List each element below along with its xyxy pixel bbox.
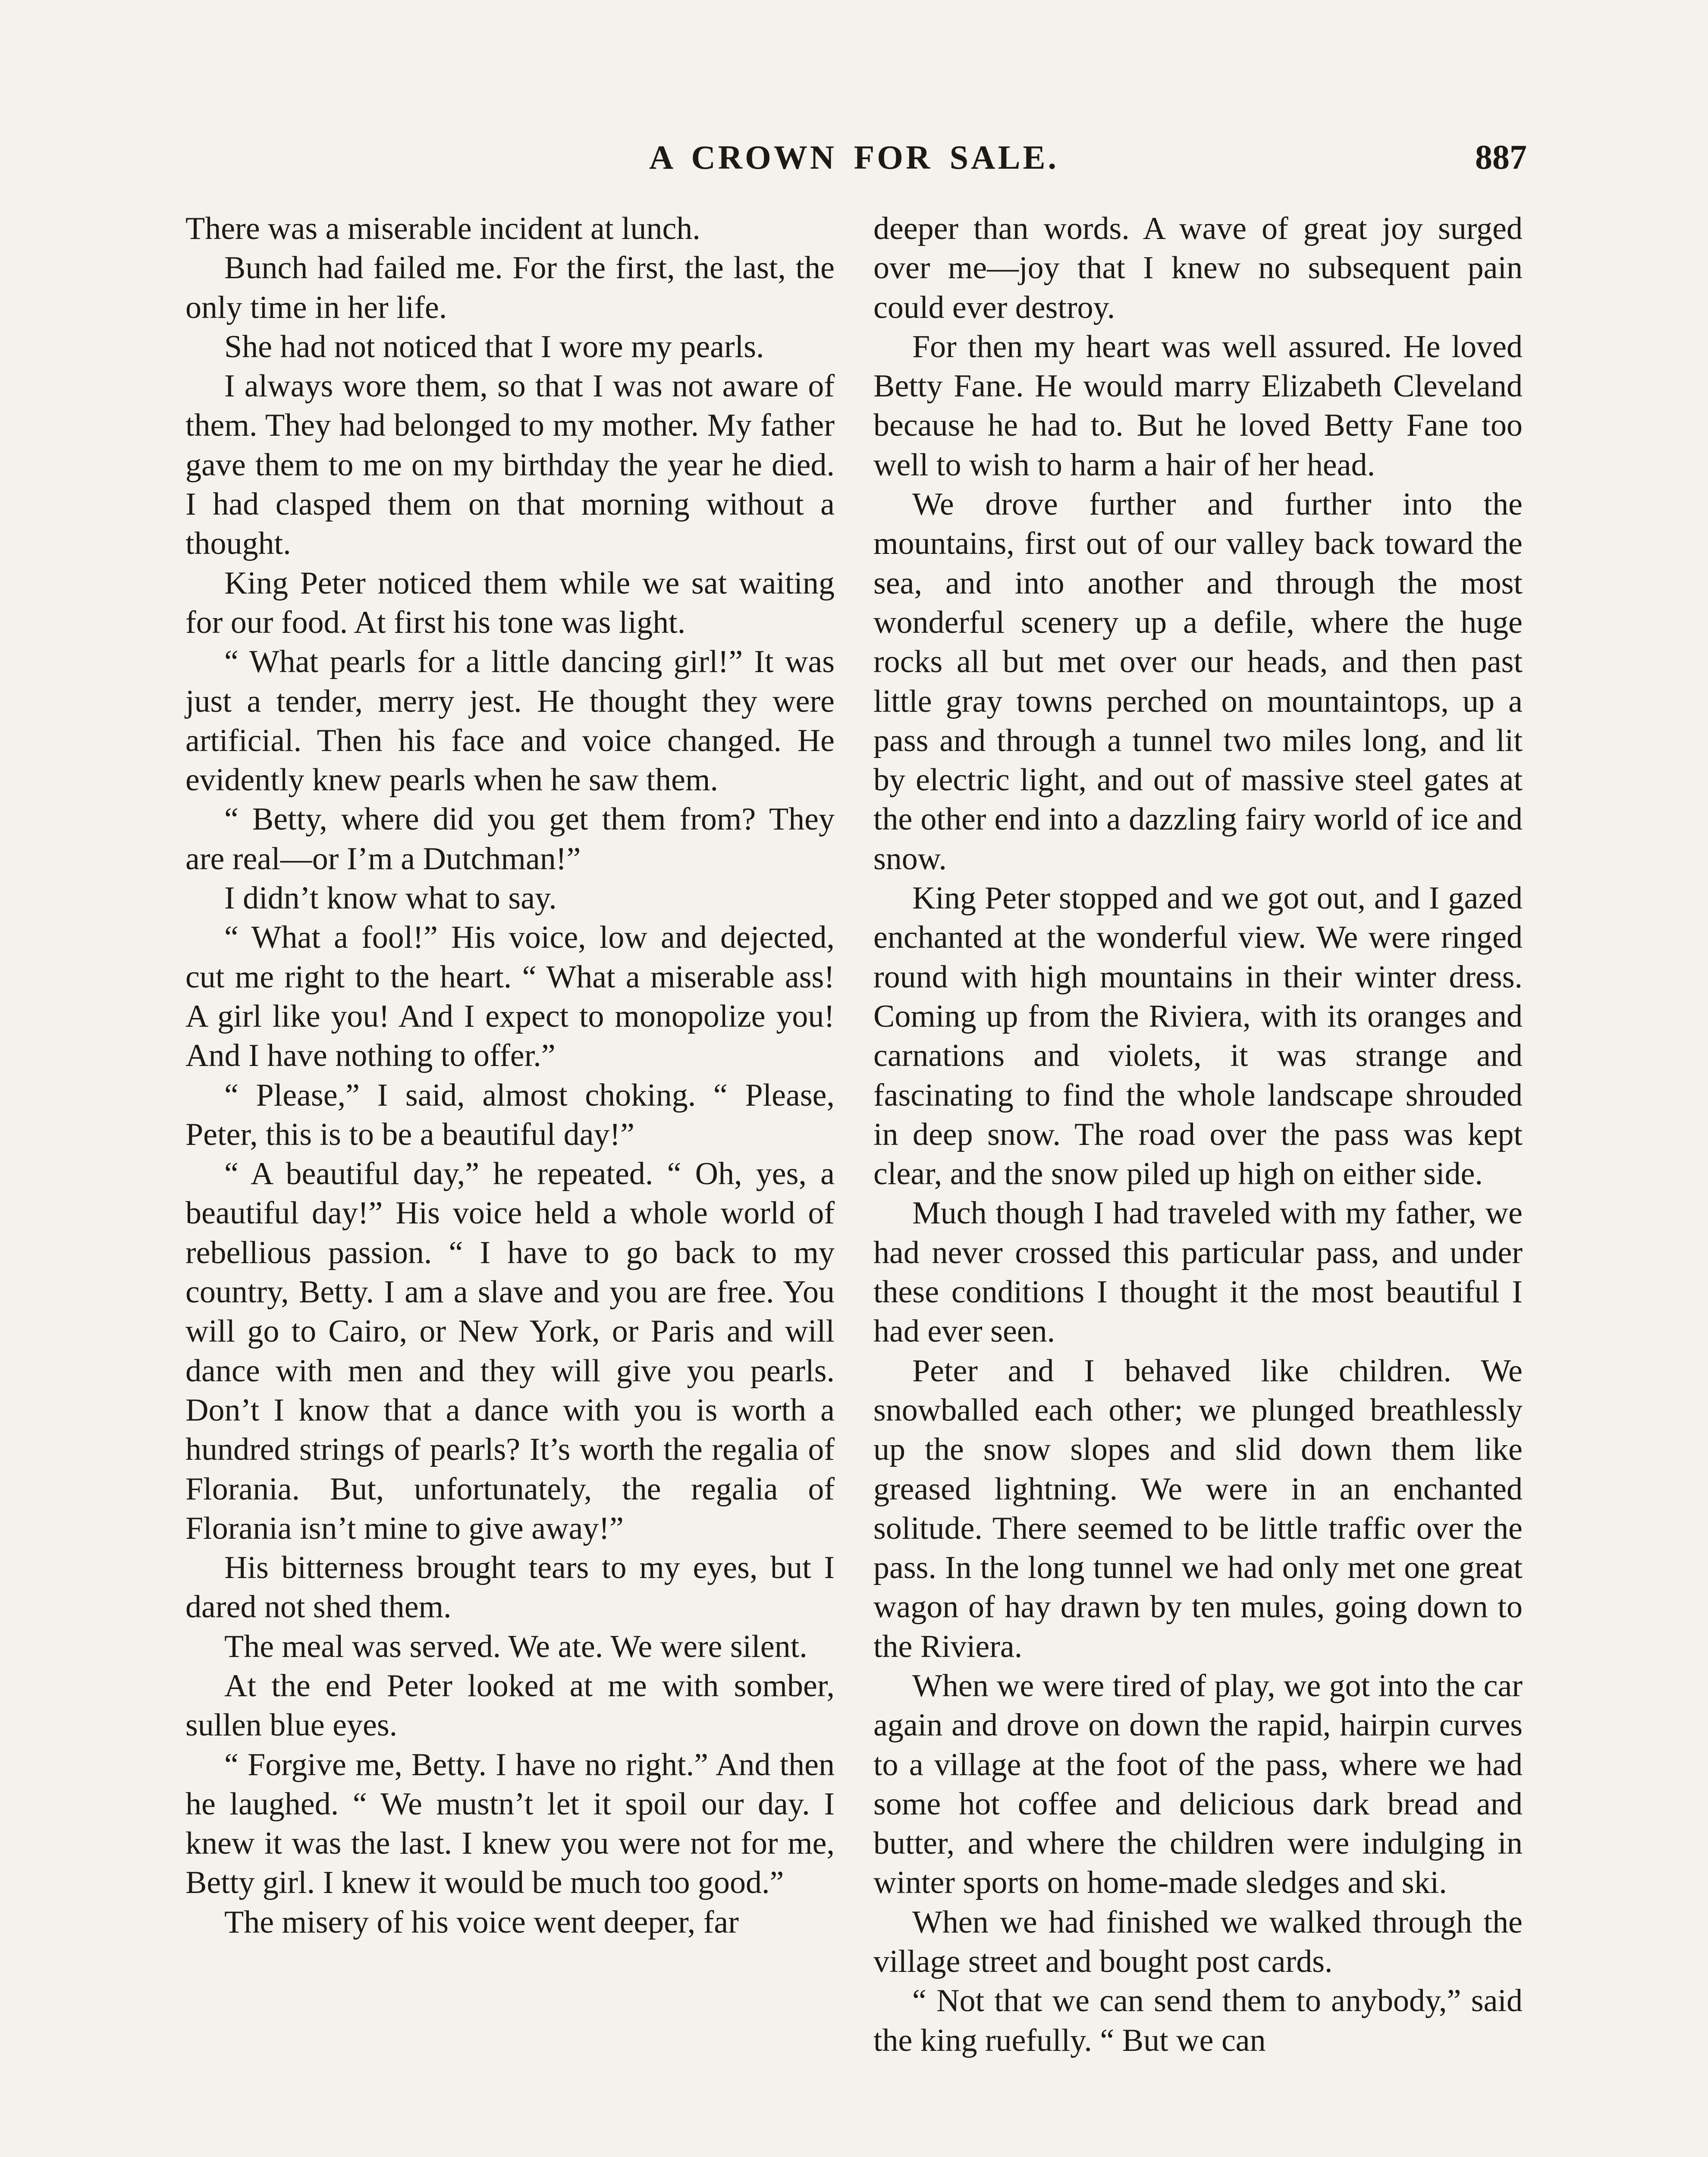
paragraph: The meal was served. We ate. We were silent. (224, 1629, 807, 1664)
running-header (181, 138, 1527, 186)
paragraph: His bitterness brought tears to my eyes, but I dared not shed them. (185, 1550, 835, 1625)
paragraph: Peter and I behaved like children. We snowballed each other; we plunged breathlessly up the snow slopes and slid down them like greased lightning. We were in an enchanted solitude. There seemed to be little traffic over the pass. In the long tunnel we had only met one great wagon of hay drawn by ten mules, going down to the Riviera. (873, 1353, 1523, 1664)
paragraph: When we were tired of play, we got into the car again and drove on down the rapid, hairpin curves to a village at the foot of the pass, where we had some hot coffee and delicious dark bread and butter, and where the children were indulging in winter sports on home-made sledges and ski. (873, 1668, 1523, 1901)
paragraph: When we had finished we walked through the village street and bought post cards. (873, 1904, 1523, 1980)
paragraph: I didn’t know what to say. (224, 880, 557, 916)
paragraph: “ What a fool!” His voice, low and dejected, cut me right to the heart. “ What a miserable ass! A girl like you! And I expect to monopolize you! And I have nothing to offer.” (185, 920, 835, 1074)
paragraph: The misery of his voice went deeper, far (224, 1904, 739, 1940)
paragraph: “ Betty, where did you get them from? They are real—or I’m a Dutchman!” (185, 802, 835, 877)
paragraph: Bunch had failed me. For the first, the last, the only time in her life. (185, 250, 835, 325)
paragraph: “ A beautiful day,” he repeated. “ Oh, yes, a beautiful day!” His voice held a whole world of rebellious passion. “ I have to go back to my country, Betty. I am a slave and you are free. You will go to Cairo, or New York, or Paris and will dance with men and they will give you pearls. Don’t I know that a dance with you is worth a hundred strings of pearls? It’s worth the regalia of Florania. But, unfortunately, the regalia of Florania isn’t mine to give away!” (185, 1156, 835, 1546)
paragraph: She had not noticed that I wore my pearls. (224, 329, 764, 365)
paragraph: “ Forgive me, Betty. I have no right.” And then he laughed. “ We mustn’t let it spoil our day. I knew it was the last. I knew you were not for me, Betty girl. I knew it would be much too good.” (185, 1747, 835, 1901)
paragraph: “ What pearls for a little dancing girl!” It was just a tender, merry jest. He thought they were artificial. Then his face and voice changed. He evidently knew pearls when he saw them. (185, 644, 835, 798)
paragraph: King Peter noticed them while we sat waiting for our food. At first his tone was light. (185, 565, 835, 640)
paragraph: “ Not that we can send them to anybody,” said the king ruefully. “ But we can (873, 1983, 1523, 2058)
left-column (185, 209, 835, 1942)
paragraph: For then my heart was well assured. He loved Betty Fane. He would marry Elizabeth Cleveland because he had to. But he loved Betty Fane too well to wish to harm a hair of her head. (873, 329, 1523, 483)
paragraph: Much though I had traveled with my father, we had never crossed this particular pass, and under these conditions I thought it the most beautiful I had ever seen. (873, 1195, 1523, 1349)
paragraph: I always wore them, so that I was not aware of them. They had belonged to my mother. My father gave them to me on my birthday the year he died. I had clasped them on that morning without a thought. (185, 368, 835, 562)
paragraph: “ Please,” I said, almost choking. “ Please, Peter, this is to be a beautiful day!” (185, 1077, 835, 1152)
paragraph: King Peter stopped and we got out, and I gazed enchanted at the wonderful view. We were ringed round with high mountains in their winter dress. Coming up from the Riviera, with its oranges and carnations and violets, it was strange and fascinating to find the whole landscape shrouded in deep snow. The road over the pass was kept clear, and the snow piled up high on either side. (873, 880, 1523, 1192)
paragraph: We drove further and further into the mountains, first out of our valley back toward the sea, and into another and through the most wonderful scenery up a defile, where the huge rocks all but met over our heads, and then past little gray towns perched on mountaintops, up a pass and through a tunnel two miles long, and lit by electric light, and out of massive steel gates at the other end into a dazzling fairy world of ice and snow. (873, 487, 1523, 877)
paragraph: deeper than words. A wave of great joy surged over me—joy that I knew no subsequent pain could ever destroy. (873, 211, 1523, 325)
running-title: A CROWN FOR SALE. (649, 138, 1059, 176)
page-number: 887 (1475, 138, 1527, 176)
right-column (873, 209, 1523, 2060)
paragraph: There was a miserable incident at lunch. (185, 211, 700, 246)
paragraph: At the end Peter looked at me with somber, sullen blue eyes. (185, 1668, 835, 1743)
